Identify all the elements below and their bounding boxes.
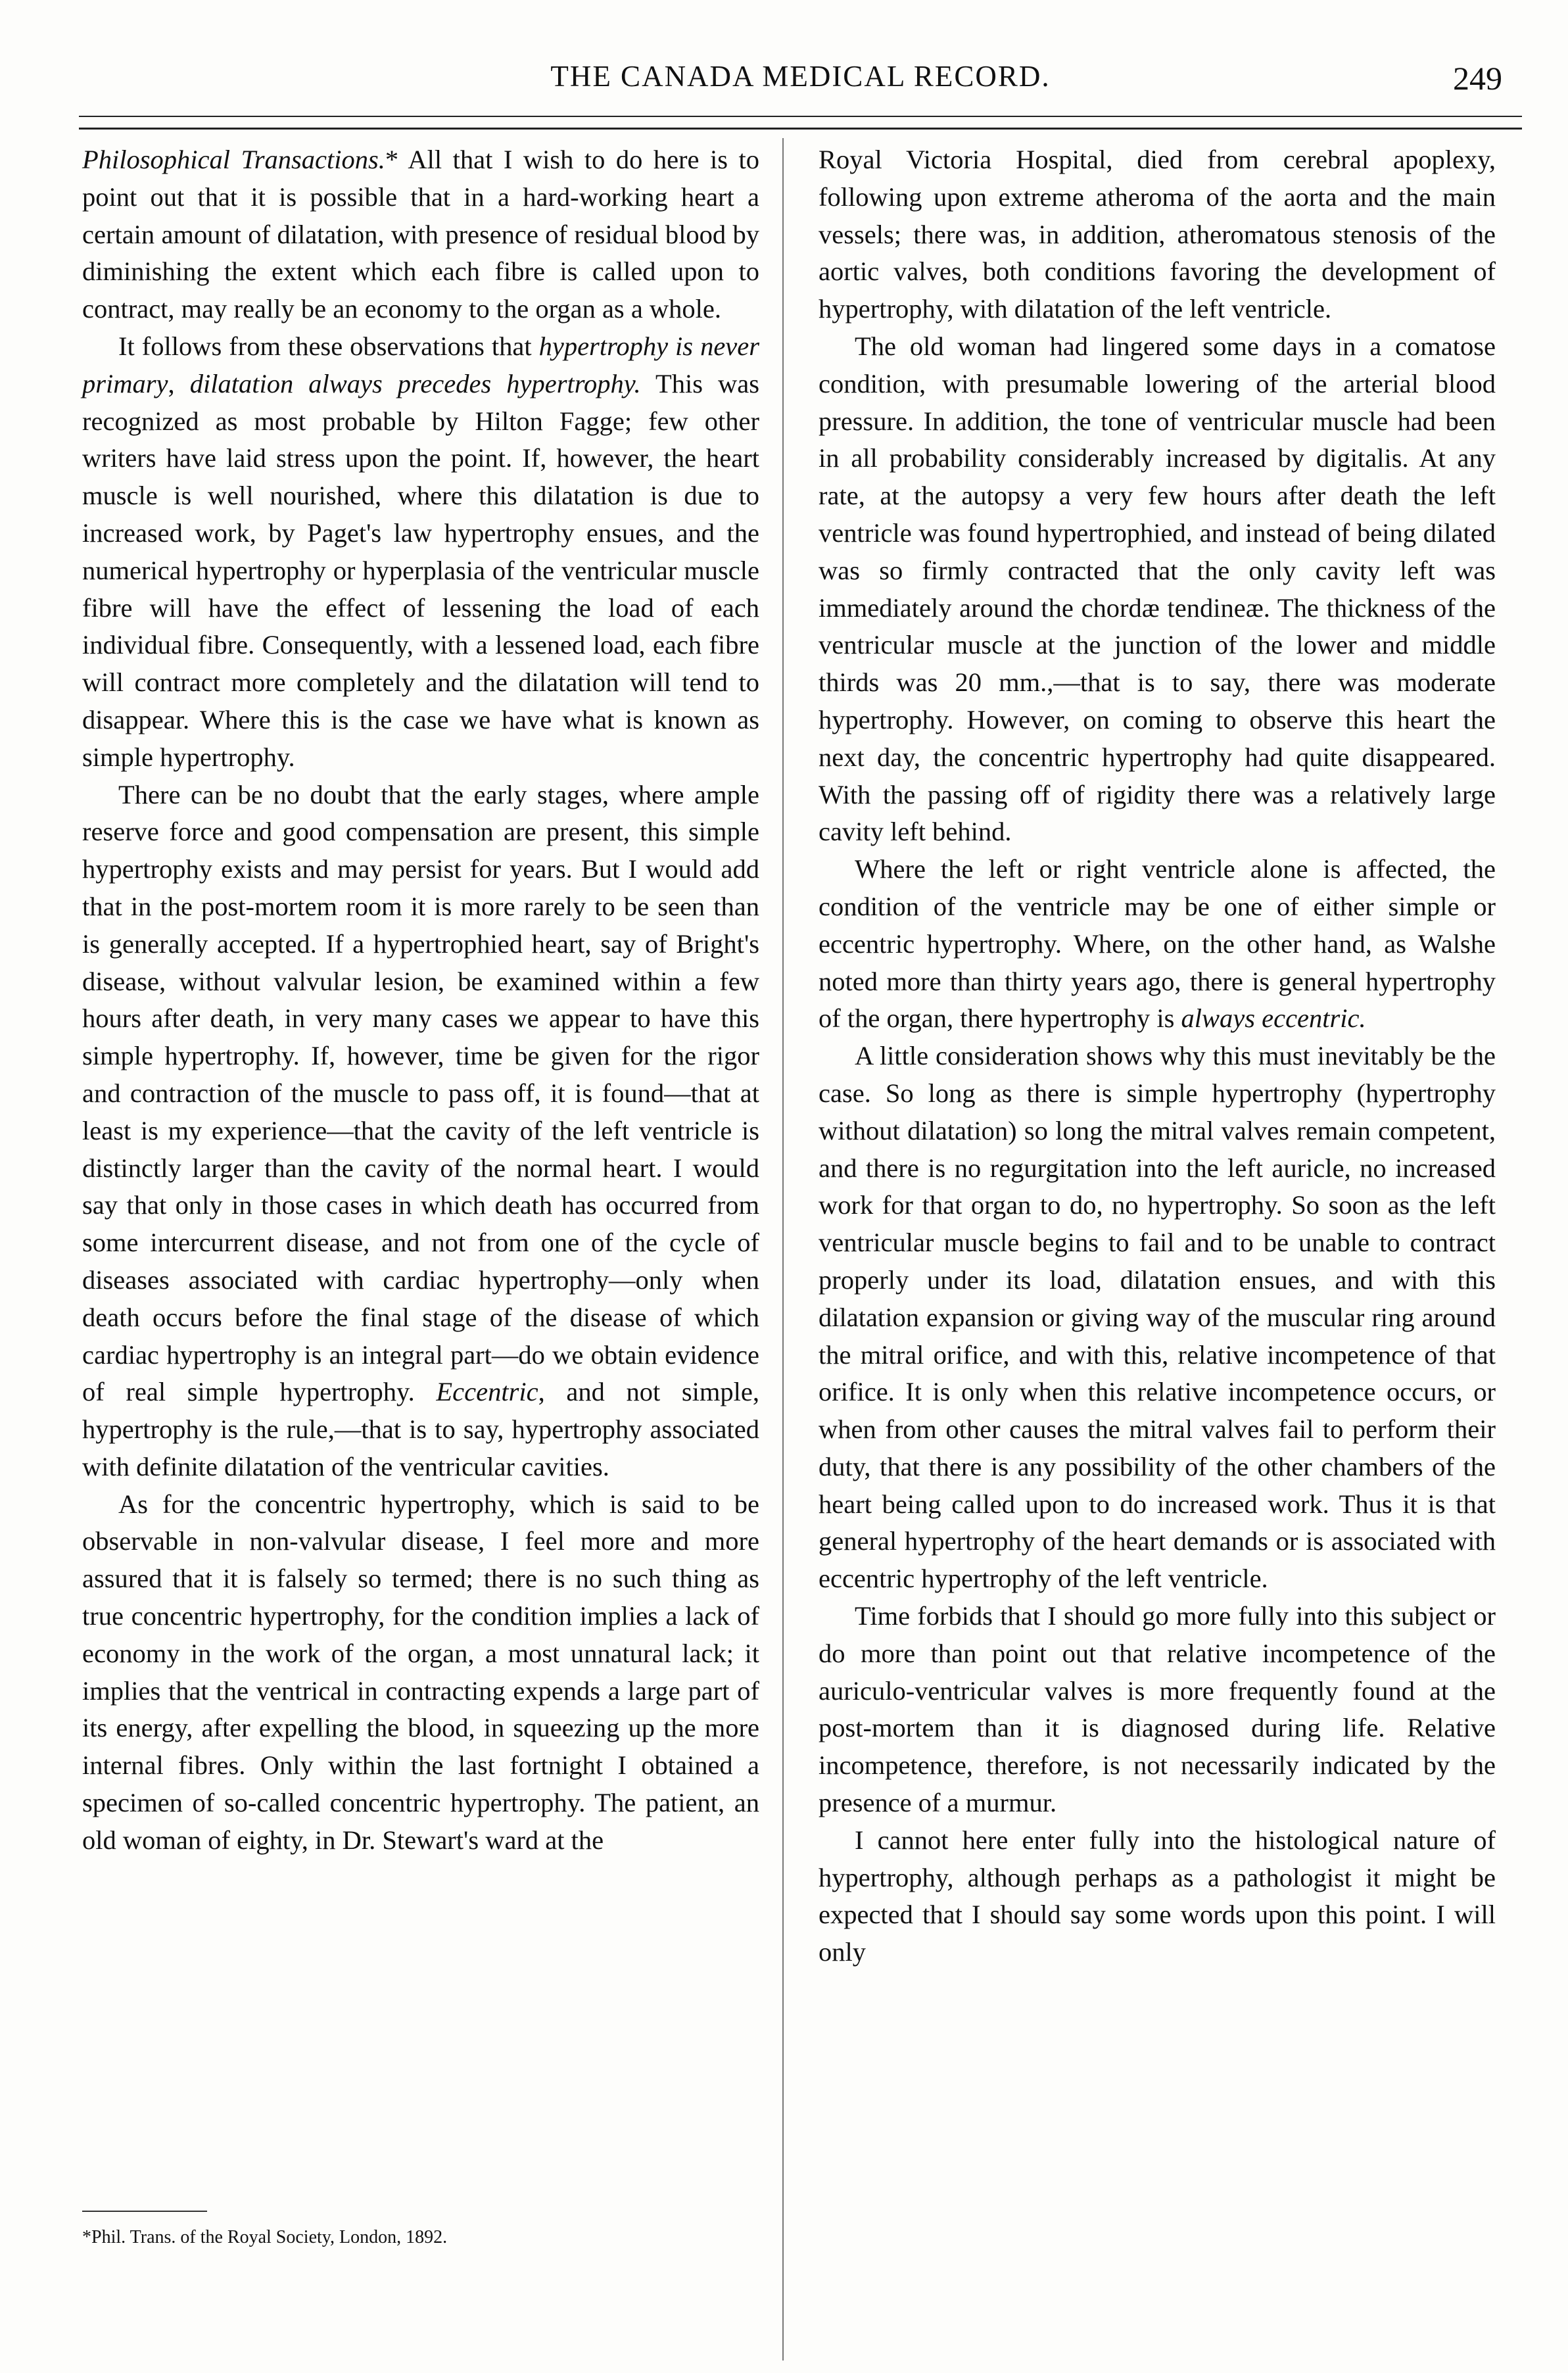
- footnote-rule: [82, 2211, 207, 2212]
- right-paragraph-3: [819, 851, 1496, 1038]
- right-paragraph-4: A little consideration shows why this must inevitably be the case. So long as there is simple hypertrophy (hypertrophy without dilatation) so long the mitral valves remain competent, and there is no regurgitation into the left auricle, no increased work for that organ to do, no hypertrophy. So soon as the left ventricular muscle begins to fail and to be unable to contract properly under its load, dilatation ensues, and with this dilatation expansion or giving way of the muscular ring around the mitral orifice, and with this, relative incompetence of that orifice. It is only when this relative incompetence occurs, or when from other causes the mitral valves fail to perform their duty, that there is any possibility of the other chambers of the heart being called upon to do increased work. Thus it is that general hypertrophy of the heart demands or is associated with eccentric hypertrophy of the left ventricle.: [819, 1041, 1496, 1594]
- left-paragraph-1-text: All that I wish to do here is to point out that it is possible that in a hard-working heart a certain amount of dilatation, with presence of residual blood by diminishing the extent which each fibre is called upon to contract, may really be an economy to the organ as a whole.: [82, 145, 759, 324]
- right-paragraph-1: Royal Victoria Hospital, died from cerebral apoplexy, following upon extreme atheroma of the aorta and the main vessels; there was, in addition, atheromatous stenosis of the aortic valves, both conditions favoring the development of hypertrophy, with dilatation of the left ventricle.: [819, 145, 1496, 324]
- header-double-rule: [79, 116, 1522, 130]
- text-run: , and not simple, hypertrophy is the rule,—that is to say, hypertrophy associated with definite dilatation of the ventricular cavities.: [82, 1377, 759, 1481]
- left-paragraph-4: As for the concentric hypertrophy, which is said to be observable in non-valvular disease, I feel more and more assured that it is falsely so termed; there is no such thing as true concentric hypertrophy, for the condition implies a lack of economy in the work of the organ, a most unnatural lack; it implies that the ventrical in contracting expends a large part of its energy, after expelling the blood, in squeezing up the more internal fibres. Only within the last fortnight I obtained a specimen of so-called concentric hypertrophy. The patient, an old woman of eighty, in Dr. Stewart's ward at the: [82, 1489, 759, 1855]
- left-paragraph-1: [82, 141, 759, 328]
- running-head: THE CANADA MEDICAL RECORD.: [550, 60, 1051, 93]
- page-header: [85, 53, 1515, 112]
- right-column: [819, 141, 1496, 2370]
- right-paragraph-2: The old woman had lingered some days in a comatose condition, with presumable lowering of the arterial blood pressure. In addition, the tone of ventricular muscle had been in all probability considerably increased by digitalis. At any rate, at the autopsy a very few hours after death the left ventricle was found hypertrophied, and instead of being dilated was so firmly contracted that the only cavity left was immediately around the chordæ tendineæ. The thickness of the ventricular muscle at the junction of the lower and middle thirds was 20 mm.,—that is to say, there was moderate hypertrophy. However, on coming to observe this heart the next day, the concentric hypertrophy had quite disappeared. With the passing off of rigidity there was a relatively large cavity left behind.: [819, 331, 1496, 847]
- text-run: This was recognized as most probable by Hilton Fagge; few other writers have laid stress upon the point. If, however, the heart muscle is well nourished, where this dilatation is due to increased work, by Paget's law hypertrophy ensues, and the numerical hypertrophy or hyperplasia of the ventricular muscle fibre will have the effect of lessening the load of each individual fibre. Consequently, with a lessened load, each fibre will contract more completely and the dilatation will tend to disappear. Where this is the case we have what is known as simple hypertrophy.: [82, 368, 760, 772]
- emphasis-text: dilatation always precedes hypertrophy.: [189, 368, 641, 398]
- emphasis-text: hypertrophy is never primary: [82, 331, 760, 398]
- emphasis-text: Eccentric: [436, 1377, 538, 1407]
- page-number: 249: [1453, 60, 1502, 97]
- left-paragraph-2: [82, 328, 759, 777]
- left-paragraph-3: [82, 777, 759, 1486]
- text-run: It follows from these observations that: [118, 331, 539, 361]
- right-paragraph-6: I cannot here enter fully into the histological nature of hypertrophy, although perhaps as a pathologist it might be expected that I should say some words upon this point. I will only: [819, 1825, 1496, 1967]
- footnote-marker: *: [385, 145, 399, 174]
- left-column: [82, 141, 759, 2226]
- text-run: There can be no doubt that the early stages, where ample reserve force and good compensation are present, this simple hypertrophy exists and may persist for years. But I would add that in the post-mortem room it is more rarely to be seen than is generally accepted. If a hypertrophied heart, say of Bright's disease, without valvular lesion, be examined within a few hours after death, in very many cases we appear to have this simple hypertrophy. If, however, time be given for the rigor and contraction of the muscle to pass off, it is found—that at least is my experience—that the cavity of the left ventricle is distinctly larger than the cavity of the normal heart. I would say that only in those cases in which death has occurred from some intercurrent disease, and not from one of the cycle of diseases associated with cardiac hypertrophy—only when death occurs before the final stage of the disease of which cardiac hypertrophy is an integral part—do we obtain evidence of real simple hypertrophy.: [82, 779, 759, 1407]
- emphasis-text: always eccentric.: [1181, 1003, 1366, 1034]
- text-run: ,: [168, 368, 190, 398]
- text-run: Where the left or right ventricle alone is affected, the condition of the ventricle may be one of either simple or eccentric hypertrophy. Where, on the other hand, as Walshe noted more than thirty years ago, there is general hypertrophy of the organ, there hypertrophy is: [819, 854, 1496, 1034]
- column-divider: [782, 138, 784, 2361]
- right-paragraph-5: Time forbids that I should go more fully into this subject or do more than point out that relative incompetence of the auriculo-ventricular valves is more frequently found at the post-mortem than it is diagnosed during life. Relative incompetence, therefore, is not necessarily indicated by the presence of a murmur.: [819, 1601, 1496, 1818]
- citation-title: Philosophical Transactions.: [82, 145, 385, 174]
- footnote: *Phil. Trans. of the Royal Society, London, 1892.: [82, 2227, 448, 2247]
